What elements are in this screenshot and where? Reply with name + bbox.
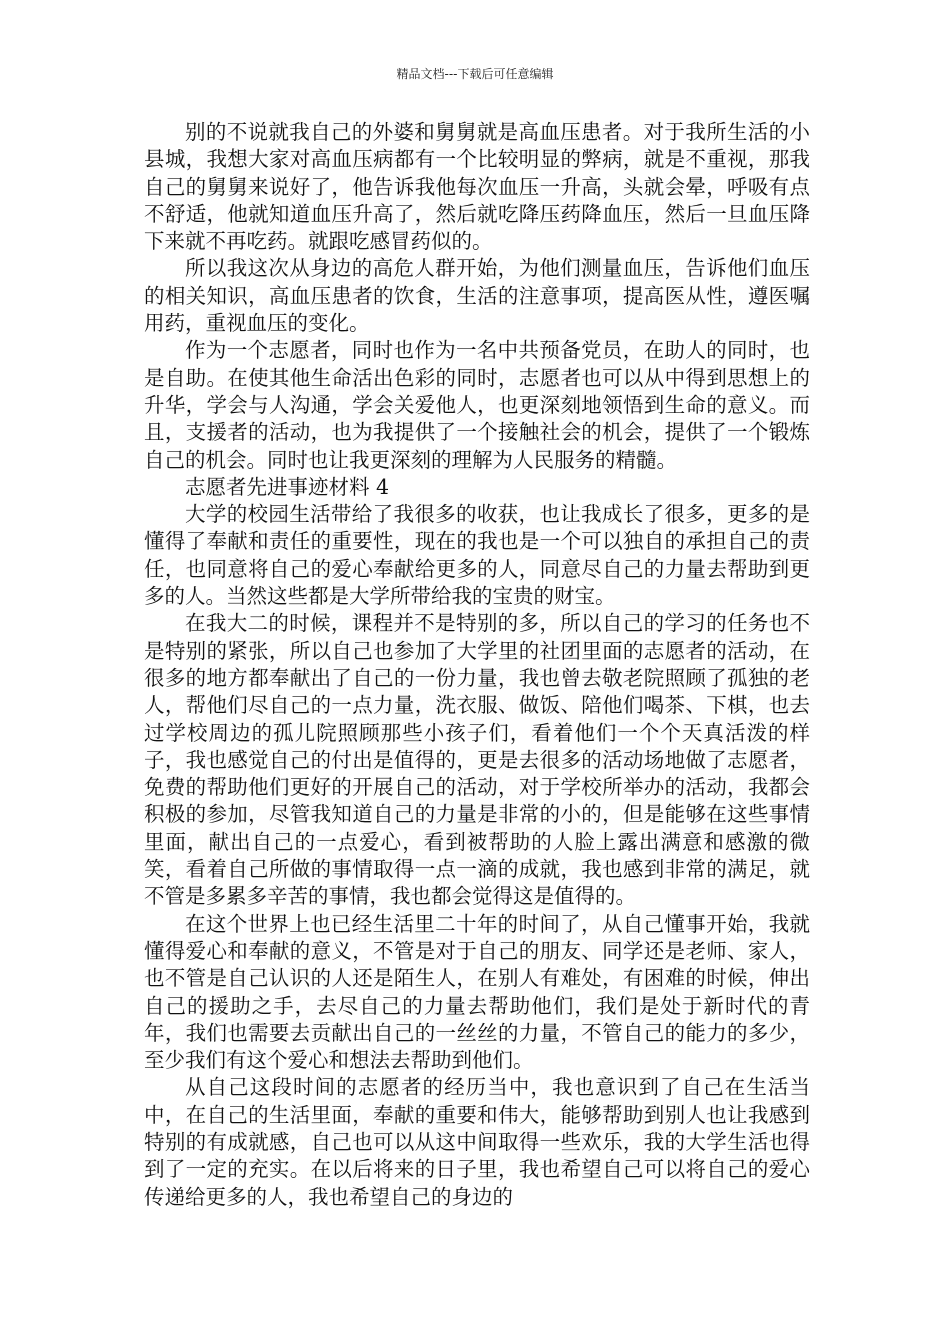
paragraph-6: 在这个世界上也已经生活里二十年的时间了，从自己懂事开始，我就懂得爱心和奉献的意义，不管是对于自己的朋友、同学还是老师、家人，也不管是自己认识的人还是陌生人，在别人有难处，有困难的时候，伸出自己的援助之手，去尽自己的力量去帮助他们，我们是处于新时代的青年，我们也需要去贡献出自己的一丝丝的力量，不管自己的能力的多少，至少我们有这个爱心和想法去帮助到他们。	[144, 911, 810, 1073]
paragraph-7: 从自己这段时间的志愿者的经历当中，我也意识到了自己在生活当中，在自己的生活里面，奉献的重要和伟大，能够帮助到别人也让我感到特别的有成就感，自己也可以从这中间取得一些欢乐，我的大学生活也得到了一定的充实。在以后将来的日子里，我也希望自己可以将自己的爱心传递给更多的人，我也希望自己的身边的	[144, 1075, 810, 1209]
paragraph-4: 大学的校园生活带给了我很多的收获，也让我成长了很多，更多的是懂得了奉献和责任的重要性，现在的我也是一个可以独自的承担自己的责任，也同意将自己的爱心奉献给更多的人，同意尽自己的力量去帮助到更多的人。当然这些都是大学所带给我的宝贵的财宝。	[144, 502, 810, 609]
paragraph-1: 别的不说就我自己的外婆和舅舅就是高血压患者。对于我所生活的小县城，我想大家对高血压病都有一个比较明显的弊病，就是不重视，那我自己的舅舅来说好了，他告诉我他每次血压一升高，头就会晕，呼吸有点不舒适，他就知道血压升高了，然后就吃降压药降血压，然后一旦血压降下来就不再吃药。就跟吃感冒药似的。	[144, 120, 810, 254]
section-heading: 志愿者先进事迹材料 4	[185, 474, 390, 499]
paragraph-3: 作为一个志愿者，同时也作为一名中共预备党员，在助人的同时，也是自助。在使其他生命活出色彩的同时，志愿者也可以从中得到思想上的升华，学会与人沟通，学会关爱他人，也更深刻地领悟到生命的意义。而且，支援者的活动，也为我提供了一个接触社会的机会，提供了一个锻炼自己的机会。同时也让我更深刻的理解为人民服务的精髓。	[144, 338, 810, 472]
page-header-note: 精品文档---下载后可任意编辑	[396, 67, 554, 81]
paragraph-2: 所以我这次从身边的高危人群开始，为他们测量血压，告诉他们血压的相关知识，高血压患者的饮食，生活的注意事项，提高医从性，遵医嘱用药，重视血压的变化。	[144, 256, 810, 336]
paragraph-5: 在我大二的时候，课程并不是特别的多，所以自己的学习的任务也不是特别的紧张，所以自己也参加了大学里的社团里面的志愿者的活动，在很多的地方都奉献出了自己的一份力量，我也曾去敬老院照顾了孤独的老人，帮他们尽自己的一点力量，洗衣服、做饭、陪他们喝茶、下棋，也去过学校周边的孤儿院照顾那些小孩子们，看着他们一个个天真活泼的样子，我也感觉自己的付出是值得的，更是去很多的活动场地做了志愿者，免费的帮助他们更好的开展自己的活动，对于学校所举办的活动，我都会积极的参加，尽管我知道自己的力量是非常的小的，但是能够在这些事情里面，献出自己的一点爱心，看到被帮助的人脸上露出满意和感激的微笑，看着自己所做的事情取得一点一滴的成就，我也感到非常的满足，就不管是多累多辛苦的事情，我也都会觉得这是值得的。	[144, 611, 810, 909]
body-content	[144, 119, 810, 1211]
